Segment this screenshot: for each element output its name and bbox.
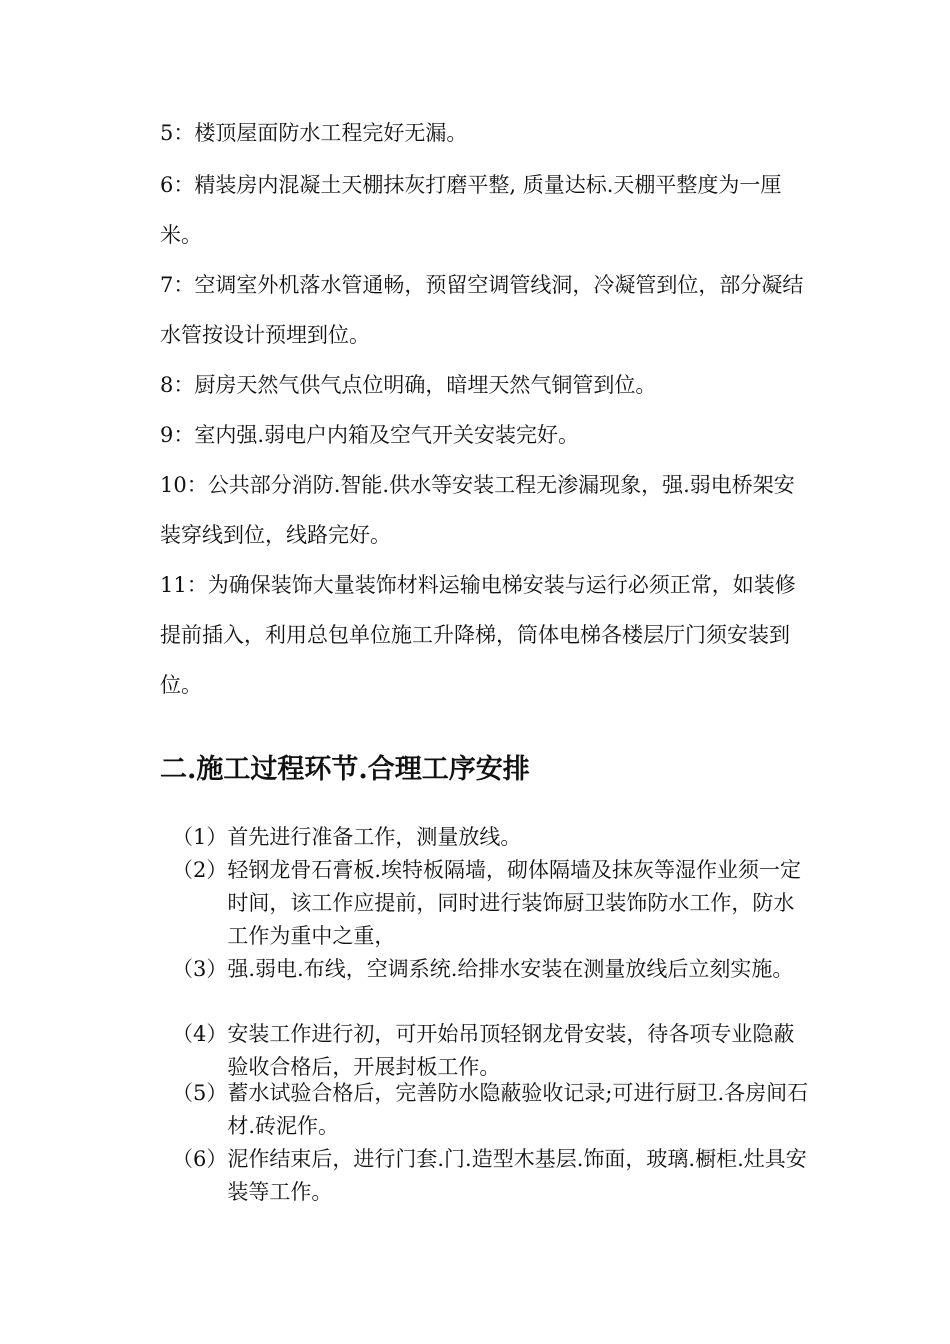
step-item	[172, 1077, 812, 1143]
step-item	[172, 1018, 812, 1084]
step-number: （6）	[172, 1147, 228, 1171]
step-text: 安装工作进行初，可开始吊顶轻钢龙骨安装，待各项专业隐蔽验收合格后，开展封板工作。	[227, 1022, 795, 1079]
step-item	[172, 953, 812, 986]
step-number: （4）	[172, 1022, 228, 1046]
step-text: 轻钢龙骨石膏板.埃特板隔墙，砌体隔墙及抹灰等湿作业须一定时间，该工作应提前，同时进行装饰厨卫装饰防水工作，防水工作为重中之重，	[227, 858, 802, 948]
step-text: 泥作结束后，进行门套.门.造型木基层.饰面，玻璃.橱柜.灶具安装等工作。	[227, 1147, 807, 1204]
step-text: 强.弱电.布线，空调系统.给排水安装在测量放线后立刻实施。	[227, 957, 794, 981]
paragraph-10: 10：公共部分消防.智能.供水等安装工程无渗漏现象，强.弱电桥架安装穿线到位，线路完好。	[160, 473, 795, 547]
step-number: （1）	[172, 825, 228, 849]
paragraph-9: 9：室内强.弱电户内箱及空气开关安装完好。	[160, 423, 580, 447]
step-number: （5）	[172, 1081, 228, 1105]
step-number: （3）	[172, 957, 228, 981]
step-item	[172, 1143, 812, 1209]
step-number: （2）	[172, 858, 228, 882]
step-text: 首先进行准备工作，测量放线。	[227, 825, 522, 849]
paragraph-7: 7：空调室外机落水管通畅，预留空调管线洞，冷凝管到位，部分凝结水管按设计预埋到位。	[160, 273, 804, 347]
paragraph-6: 6：精装房内混凝土天棚抹灰打磨平整, 质量达标.天棚平整度为一厘米。	[160, 173, 782, 247]
step-item	[172, 854, 812, 953]
section-heading: 二.施工过程环节.合理工序安排	[160, 754, 530, 785]
paragraph-11: 11：为确保装饰大量装饰材料运输电梯安装与运行必须正常，如装修提前插入，利用总包单位施工升降梯，筒体电梯各楼层厅门须安装到位。	[160, 573, 796, 697]
paragraph-5: 5：楼顶屋面防水工程完好无漏。	[160, 121, 468, 145]
paragraph-8: 8：厨房天然气供气点位明确，暗埋天然气铜管到位。	[160, 373, 657, 397]
step-item	[172, 821, 812, 854]
step-text: 蓄水试验合格后，完善防水隐蔽验收记录;可进行厨卫.各房间石材.砖泥作。	[227, 1081, 809, 1138]
